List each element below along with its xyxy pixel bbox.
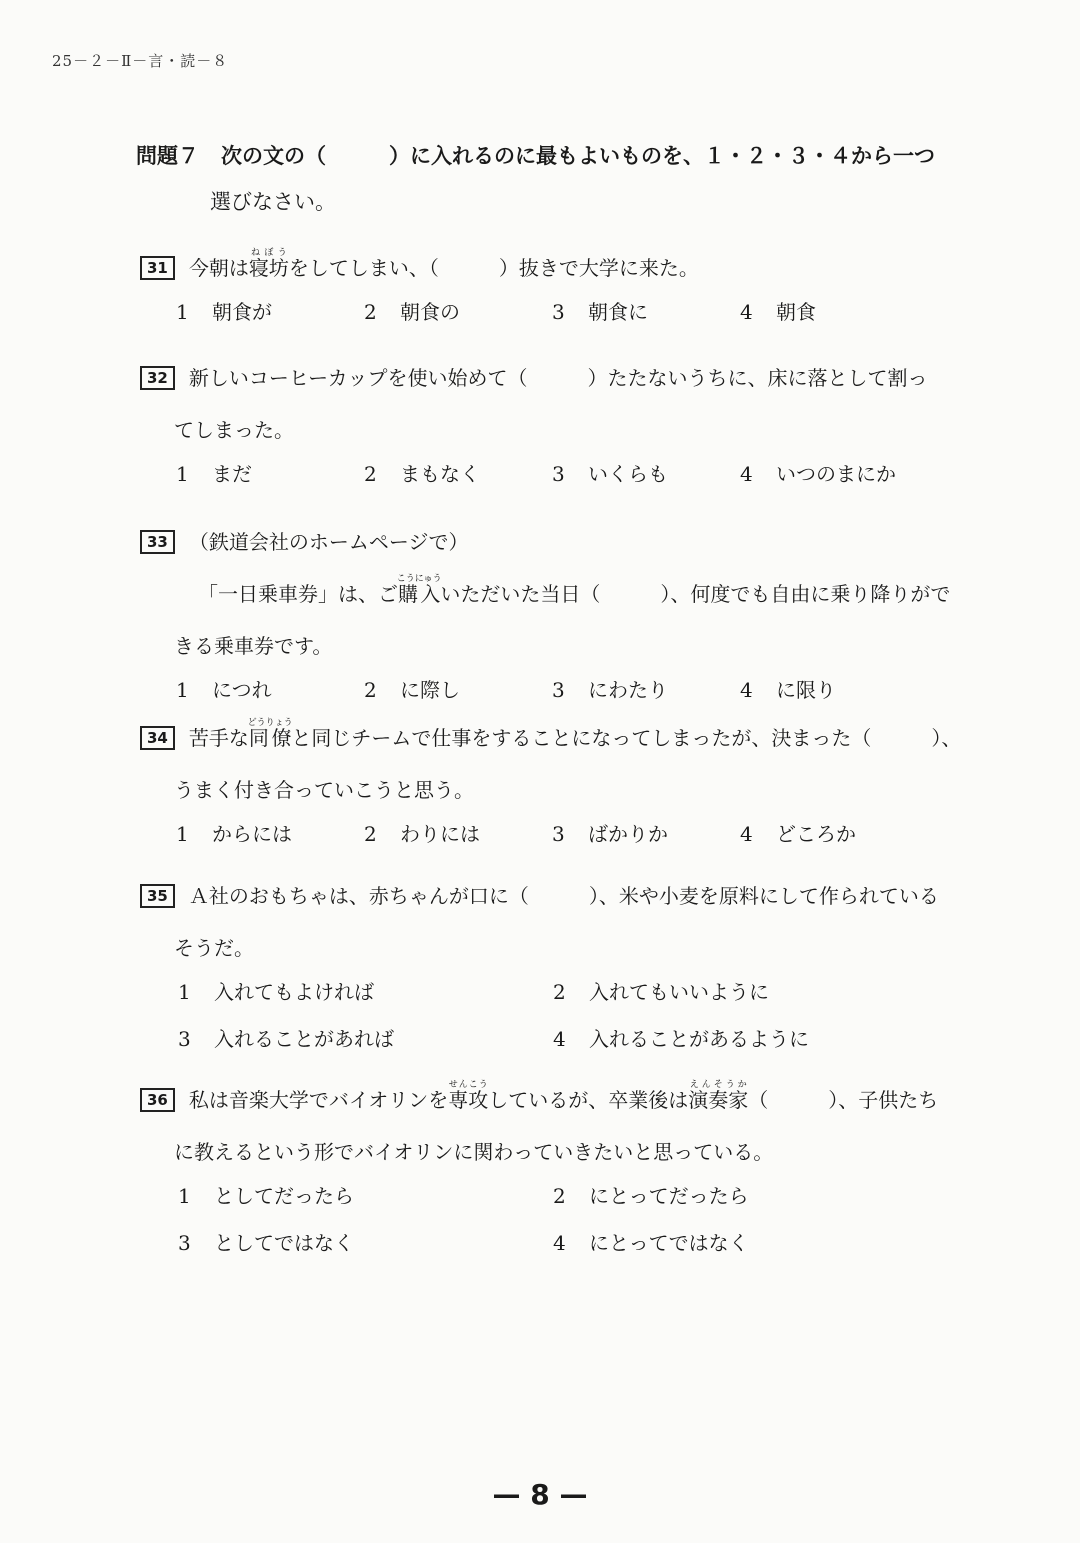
instruction-line1: 次の文の（ ）に入れるのに最もよいものを、１・２・３・４から一つ <box>221 143 935 168</box>
stem-continuation: きる乗車券です。 <box>174 634 333 658</box>
instruction <box>136 140 956 216</box>
stem-text: 苦手な <box>188 726 249 750</box>
stem-text: Ａ社のおもちゃは、赤ちゃんが口に（ ）、米や小麦を原料にして作られている <box>188 884 939 908</box>
ruby-word: 寝坊ねぼう <box>248 248 289 280</box>
option-4[interactable]: 4 どころか <box>740 822 856 846</box>
question-32 <box>140 352 990 487</box>
option-4[interactable]: 4 いつのまにか <box>740 462 896 486</box>
option-1[interactable]: 1 まだ <box>176 462 252 486</box>
stem-text: しているが、卒業後は <box>488 1088 689 1112</box>
option-1[interactable]: 1 入れてもよければ <box>178 980 374 1004</box>
question-number: 35 <box>140 884 175 908</box>
options <box>140 458 990 487</box>
ruby-word: 購入こうにゅう <box>396 574 442 606</box>
option-4[interactable]: 4 にとってではなく <box>553 1231 749 1255</box>
stem-text: をしてしまい、（ ）抜きで大学に来た。 <box>288 256 699 280</box>
option-3[interactable]: 3 にわたり <box>552 678 668 702</box>
context-text: （鉄道会社のホームページで） <box>188 530 469 554</box>
question-33 <box>140 516 990 703</box>
question-number: 36 <box>140 1088 175 1112</box>
question-number: 32 <box>140 366 175 390</box>
option-2[interactable]: 2 にとってだったら <box>553 1184 749 1208</box>
stem-text: 新しいコーヒーカップを使い始めて（ ）たたないうちに、床に落として割っ <box>188 366 928 390</box>
question-35 <box>140 870 990 1052</box>
option-1[interactable]: 1 からには <box>176 822 292 846</box>
option-3[interactable]: 3 ばかりか <box>552 822 668 846</box>
stem-text: と同じチームで仕事をすることになってしまったが、決まった（ ）、 <box>291 726 962 750</box>
option-2[interactable]: 2 に際し <box>364 678 460 702</box>
ruby-word: 同僚どうりょう <box>247 718 293 750</box>
stem-text: （ ）、子供たち <box>748 1088 939 1112</box>
stem-text: 私は音楽大学でバイオリンを <box>188 1088 449 1112</box>
option-3[interactable]: 3 いくらも <box>552 462 668 486</box>
option-3[interactable]: 3 朝食に <box>552 300 648 324</box>
option-4[interactable]: 4 に限り <box>740 678 836 702</box>
question-number: 31 <box>140 256 175 280</box>
option-1[interactable]: 1 につれ <box>176 678 272 702</box>
option-4[interactable]: 4 朝食 <box>740 300 816 324</box>
problem-label: 問題７ <box>136 143 199 168</box>
ruby-word: 専攻せんこう <box>448 1080 489 1112</box>
options <box>140 674 990 703</box>
page-number: — 8 — <box>492 1478 588 1511</box>
instruction-line2: 選びなさい。 <box>210 190 336 214</box>
option-2[interactable]: 2 まもなく <box>364 462 480 486</box>
stem-continuation: に教えるという形でバイオリンに関わっていきたいと思っている。 <box>174 1140 774 1164</box>
question-36 <box>140 1074 990 1256</box>
option-2[interactable]: 2 入れてもいいように <box>553 980 769 1004</box>
header-code: 25－２－Ⅱ－言・読－８ <box>52 52 229 70</box>
option-1[interactable]: 1 朝食が <box>176 300 272 324</box>
ruby-word: 演奏家えんそうか <box>688 1080 749 1112</box>
question-number: 34 <box>140 726 175 750</box>
question-number: 33 <box>140 530 175 554</box>
options <box>140 1180 990 1256</box>
stem-continuation: そうだ。 <box>174 936 254 960</box>
options <box>140 976 990 1052</box>
question-31 <box>140 242 990 325</box>
option-2[interactable]: 2 わりには <box>364 822 480 846</box>
option-3[interactable]: 3 入れることがあれば <box>178 1027 394 1051</box>
stem-text: 今朝は <box>188 256 249 280</box>
stem-continuation: うまく付き合っていこうと思う。 <box>174 778 474 802</box>
options <box>140 296 990 325</box>
option-2[interactable]: 2 朝食の <box>364 300 460 324</box>
stem-continuation: てしまった。 <box>174 418 294 442</box>
options <box>140 818 990 847</box>
stem-text: 「一日乗車券」は、ご <box>198 582 398 606</box>
question-34 <box>140 712 990 847</box>
option-3[interactable]: 3 としてではなく <box>178 1231 354 1255</box>
stem-text: いただいた当日（ ）、何度でも自由に乗り降りがで <box>440 582 951 606</box>
option-4[interactable]: 4 入れることがあるように <box>553 1027 809 1051</box>
option-1[interactable]: 1 としてだったら <box>178 1184 354 1208</box>
